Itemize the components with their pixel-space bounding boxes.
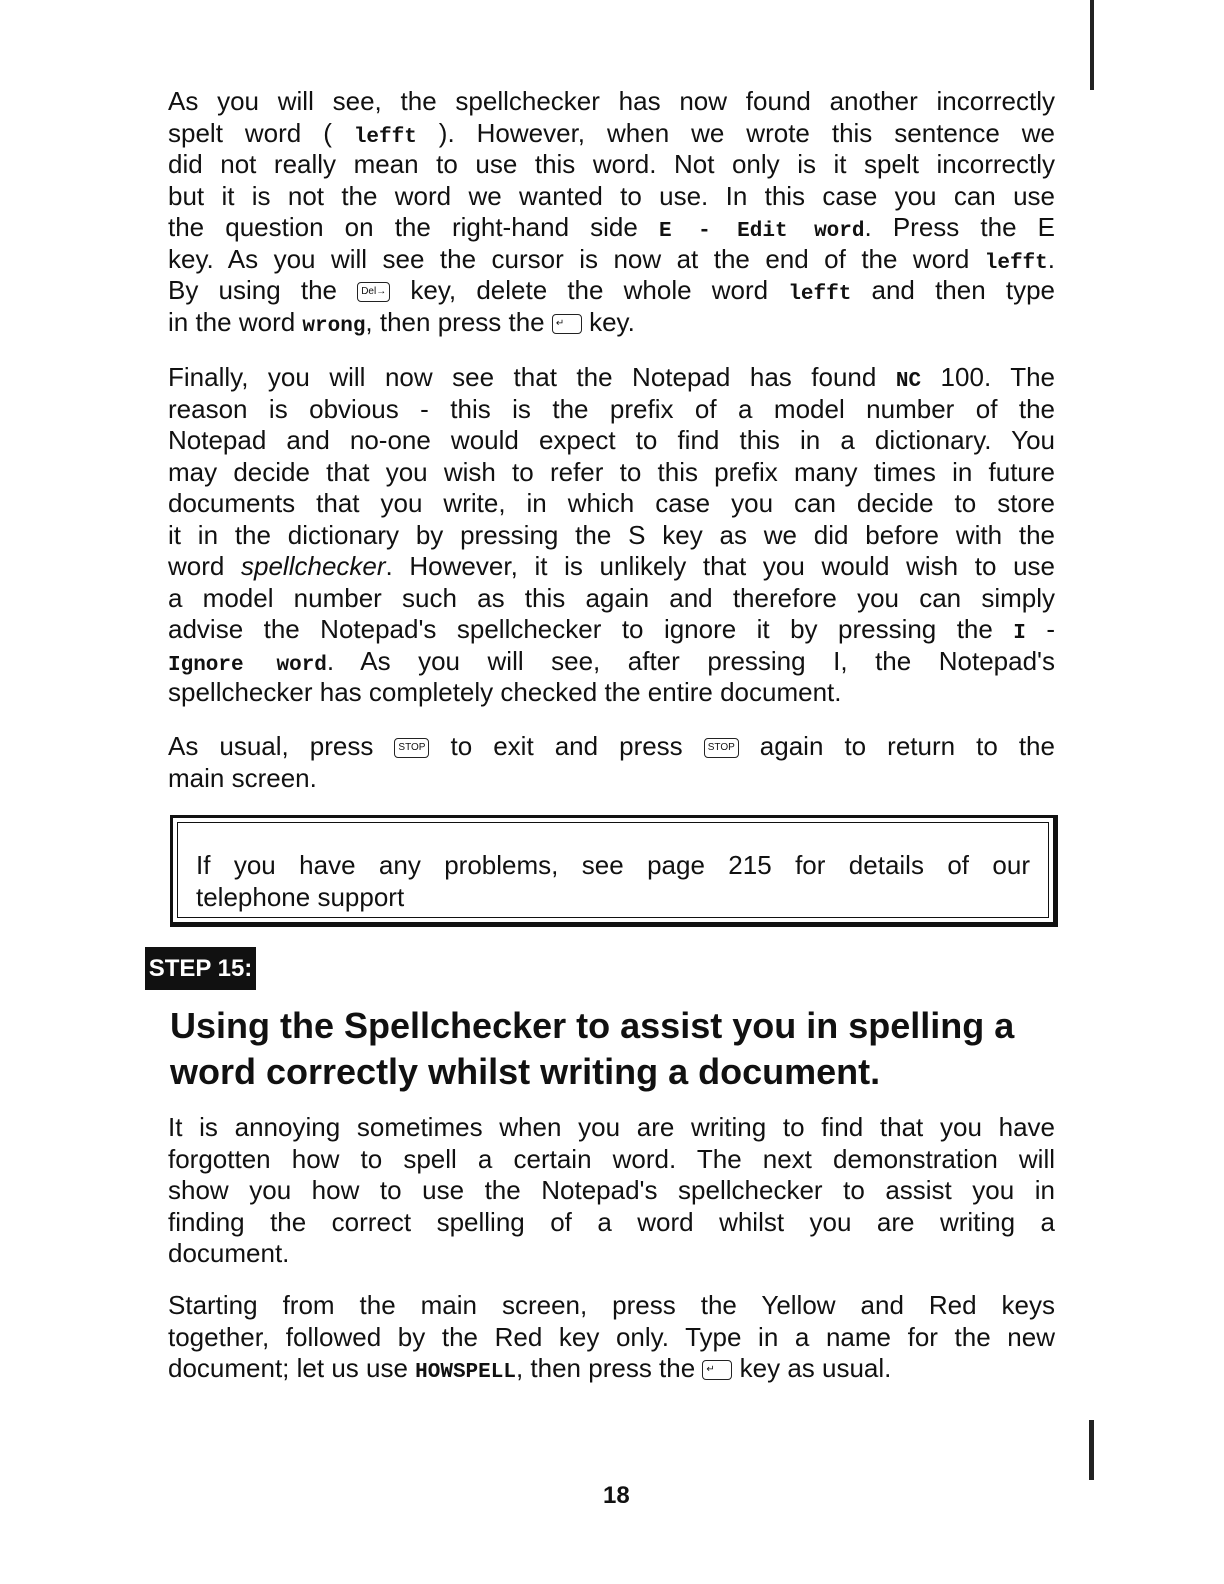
text-run: . xyxy=(1047,243,1055,274)
text-run: document. xyxy=(168,1238,290,1268)
text-run: may decide that you wish to refer to this prefix many times in future xyxy=(168,456,1055,487)
stop-key-icon: STOP xyxy=(394,738,429,758)
support-note-box xyxy=(170,815,1058,927)
scan-edge-mark xyxy=(1089,1420,1094,1480)
text-line xyxy=(168,520,1055,552)
text-line xyxy=(168,1144,1055,1176)
text-line xyxy=(168,1322,1055,1354)
text-run: a model number such as this again and therefore you can simply xyxy=(168,582,1055,613)
text-line xyxy=(168,646,1055,678)
text-run: word xyxy=(168,551,242,581)
italic-text: spellchecker xyxy=(241,551,386,581)
command-text: HOWSPELL xyxy=(415,1361,516,1384)
paragraph-exit xyxy=(168,731,1055,794)
text-line xyxy=(168,457,1055,489)
text-line xyxy=(168,212,1055,244)
text-run: . However, it is unlikely that you would wish to use xyxy=(385,551,1055,581)
command-text: wrong xyxy=(302,314,366,338)
command-text: lefft xyxy=(353,125,417,149)
paragraph-ignore-word xyxy=(168,362,1055,709)
text-line xyxy=(168,1112,1055,1144)
text-run: , then press the xyxy=(515,1353,703,1383)
text-run: again to return to the xyxy=(738,731,1055,761)
text-run: in the word xyxy=(168,306,303,337)
text-run: As usual, press xyxy=(168,731,395,761)
text-run: and then type xyxy=(851,275,1055,305)
enter-key-icon: ↵ xyxy=(552,314,582,334)
paragraph-intro xyxy=(168,1112,1055,1270)
command-text: lefft xyxy=(984,251,1048,275)
text-run: finding the correct spelling of a word whilst you are writing a xyxy=(168,1206,1055,1237)
enter-key-icon: ↵ xyxy=(702,1360,732,1380)
text-line xyxy=(168,307,1055,339)
text-run: reason is obvious - this is the prefix of a model number of the xyxy=(168,393,1055,424)
text-line xyxy=(168,1207,1055,1239)
heading-line: Using the Spellchecker to assist you in spelling a xyxy=(170,1005,1015,1046)
command-text: lefft xyxy=(788,283,852,306)
text-line xyxy=(168,551,1055,583)
text-run: It is annoying sometimes when you are writing to find that you have xyxy=(168,1112,1055,1142)
text-run: together, followed by the Red key only. Type in a name for the new xyxy=(168,1321,1055,1352)
text-run: documents that you write, in which case you can decide to store xyxy=(168,488,1055,518)
text-run: Starting from the main screen, press the Yellow and Red keys xyxy=(168,1290,1055,1320)
text-line xyxy=(168,677,1055,709)
step-badge: STEP 15: xyxy=(145,947,256,990)
text-run: , then press the xyxy=(365,306,552,337)
text-run: the question on the right-hand side xyxy=(168,212,659,242)
note-line: If you have any problems, see page 215 for details of our xyxy=(196,850,1030,880)
command-text: E - Edit word xyxy=(658,220,865,243)
note-line: telephone support xyxy=(196,881,405,912)
text-run: spellchecker has completely checked the entire document. xyxy=(168,677,842,707)
text-line xyxy=(168,763,1055,795)
text-run: key as usual. xyxy=(732,1353,892,1383)
heading-line: word correctly whilst writing a document. xyxy=(170,1051,881,1092)
text-line xyxy=(168,1290,1055,1322)
command-text: I xyxy=(1013,622,1026,645)
text-run: to exit and press xyxy=(429,731,704,761)
text-line xyxy=(168,86,1055,118)
text-run: advise the Notepad's spellchecker to ignore it by pressing the xyxy=(168,614,1014,644)
text-line xyxy=(168,275,1055,307)
text-run: key. xyxy=(581,306,635,337)
text-line xyxy=(168,488,1055,520)
paragraph-start xyxy=(168,1290,1055,1385)
text-run: - xyxy=(1025,614,1055,644)
text-run: forgotten how to spell a certain word. The next demonstration will xyxy=(168,1143,1055,1174)
stop-key-icon: STOP xyxy=(704,738,739,758)
text-line xyxy=(168,149,1055,181)
scan-edge-mark xyxy=(1090,0,1094,90)
paragraph-edit-word xyxy=(168,86,1055,338)
text-run: key, delete the whole word xyxy=(390,275,789,305)
text-run: ). However, when we wrote this sentence we xyxy=(416,117,1055,148)
text-line xyxy=(168,614,1055,646)
section-heading xyxy=(170,1003,1014,1095)
text-line xyxy=(168,1353,1055,1385)
text-line xyxy=(168,1175,1055,1207)
text-line xyxy=(168,362,1055,394)
text-run: document; let us use xyxy=(168,1353,416,1383)
page-number: 18 xyxy=(603,1482,630,1509)
command-text: NC xyxy=(895,370,922,393)
text-run: it in the dictionary by pressing the S key as we did before with the xyxy=(168,519,1055,550)
text-run: . Press the E xyxy=(864,212,1056,242)
text-line xyxy=(168,394,1055,426)
text-line xyxy=(168,244,1055,276)
text-run: 100. The xyxy=(921,362,1055,392)
text-line xyxy=(168,1238,1055,1270)
text-run: As you will see, the spellchecker has now found another incorrectly xyxy=(168,86,1055,116)
text-line xyxy=(168,425,1055,457)
text-line xyxy=(168,181,1055,213)
text-run: spelt word ( xyxy=(168,117,354,148)
text-run: . As you will see, after pressing I, the Notepad's xyxy=(326,645,1056,676)
text-line xyxy=(168,118,1055,150)
text-run: Notepad and no-one would expect to find this in a dictionary. You xyxy=(168,425,1055,455)
text-run: main screen. xyxy=(168,762,317,793)
text-run: key. As you will see the cursor is now at the end of the word xyxy=(168,243,985,274)
text-run: Finally, you will now see that the Notepad has found xyxy=(168,362,896,392)
text-run: By using the xyxy=(168,275,358,305)
command-text: Ignore word xyxy=(168,653,327,677)
delete-key-icon: Del→ xyxy=(357,282,390,302)
text-line xyxy=(168,731,1055,763)
text-line xyxy=(168,583,1055,615)
text-run: show you how to use the Notepad's spellchecker to assist you in xyxy=(168,1175,1055,1205)
text-run: but it is not the word we wanted to use. In this case you can use xyxy=(168,180,1055,211)
text-run: did not really mean to use this word. Not only is it spelt incorrectly xyxy=(168,149,1055,179)
